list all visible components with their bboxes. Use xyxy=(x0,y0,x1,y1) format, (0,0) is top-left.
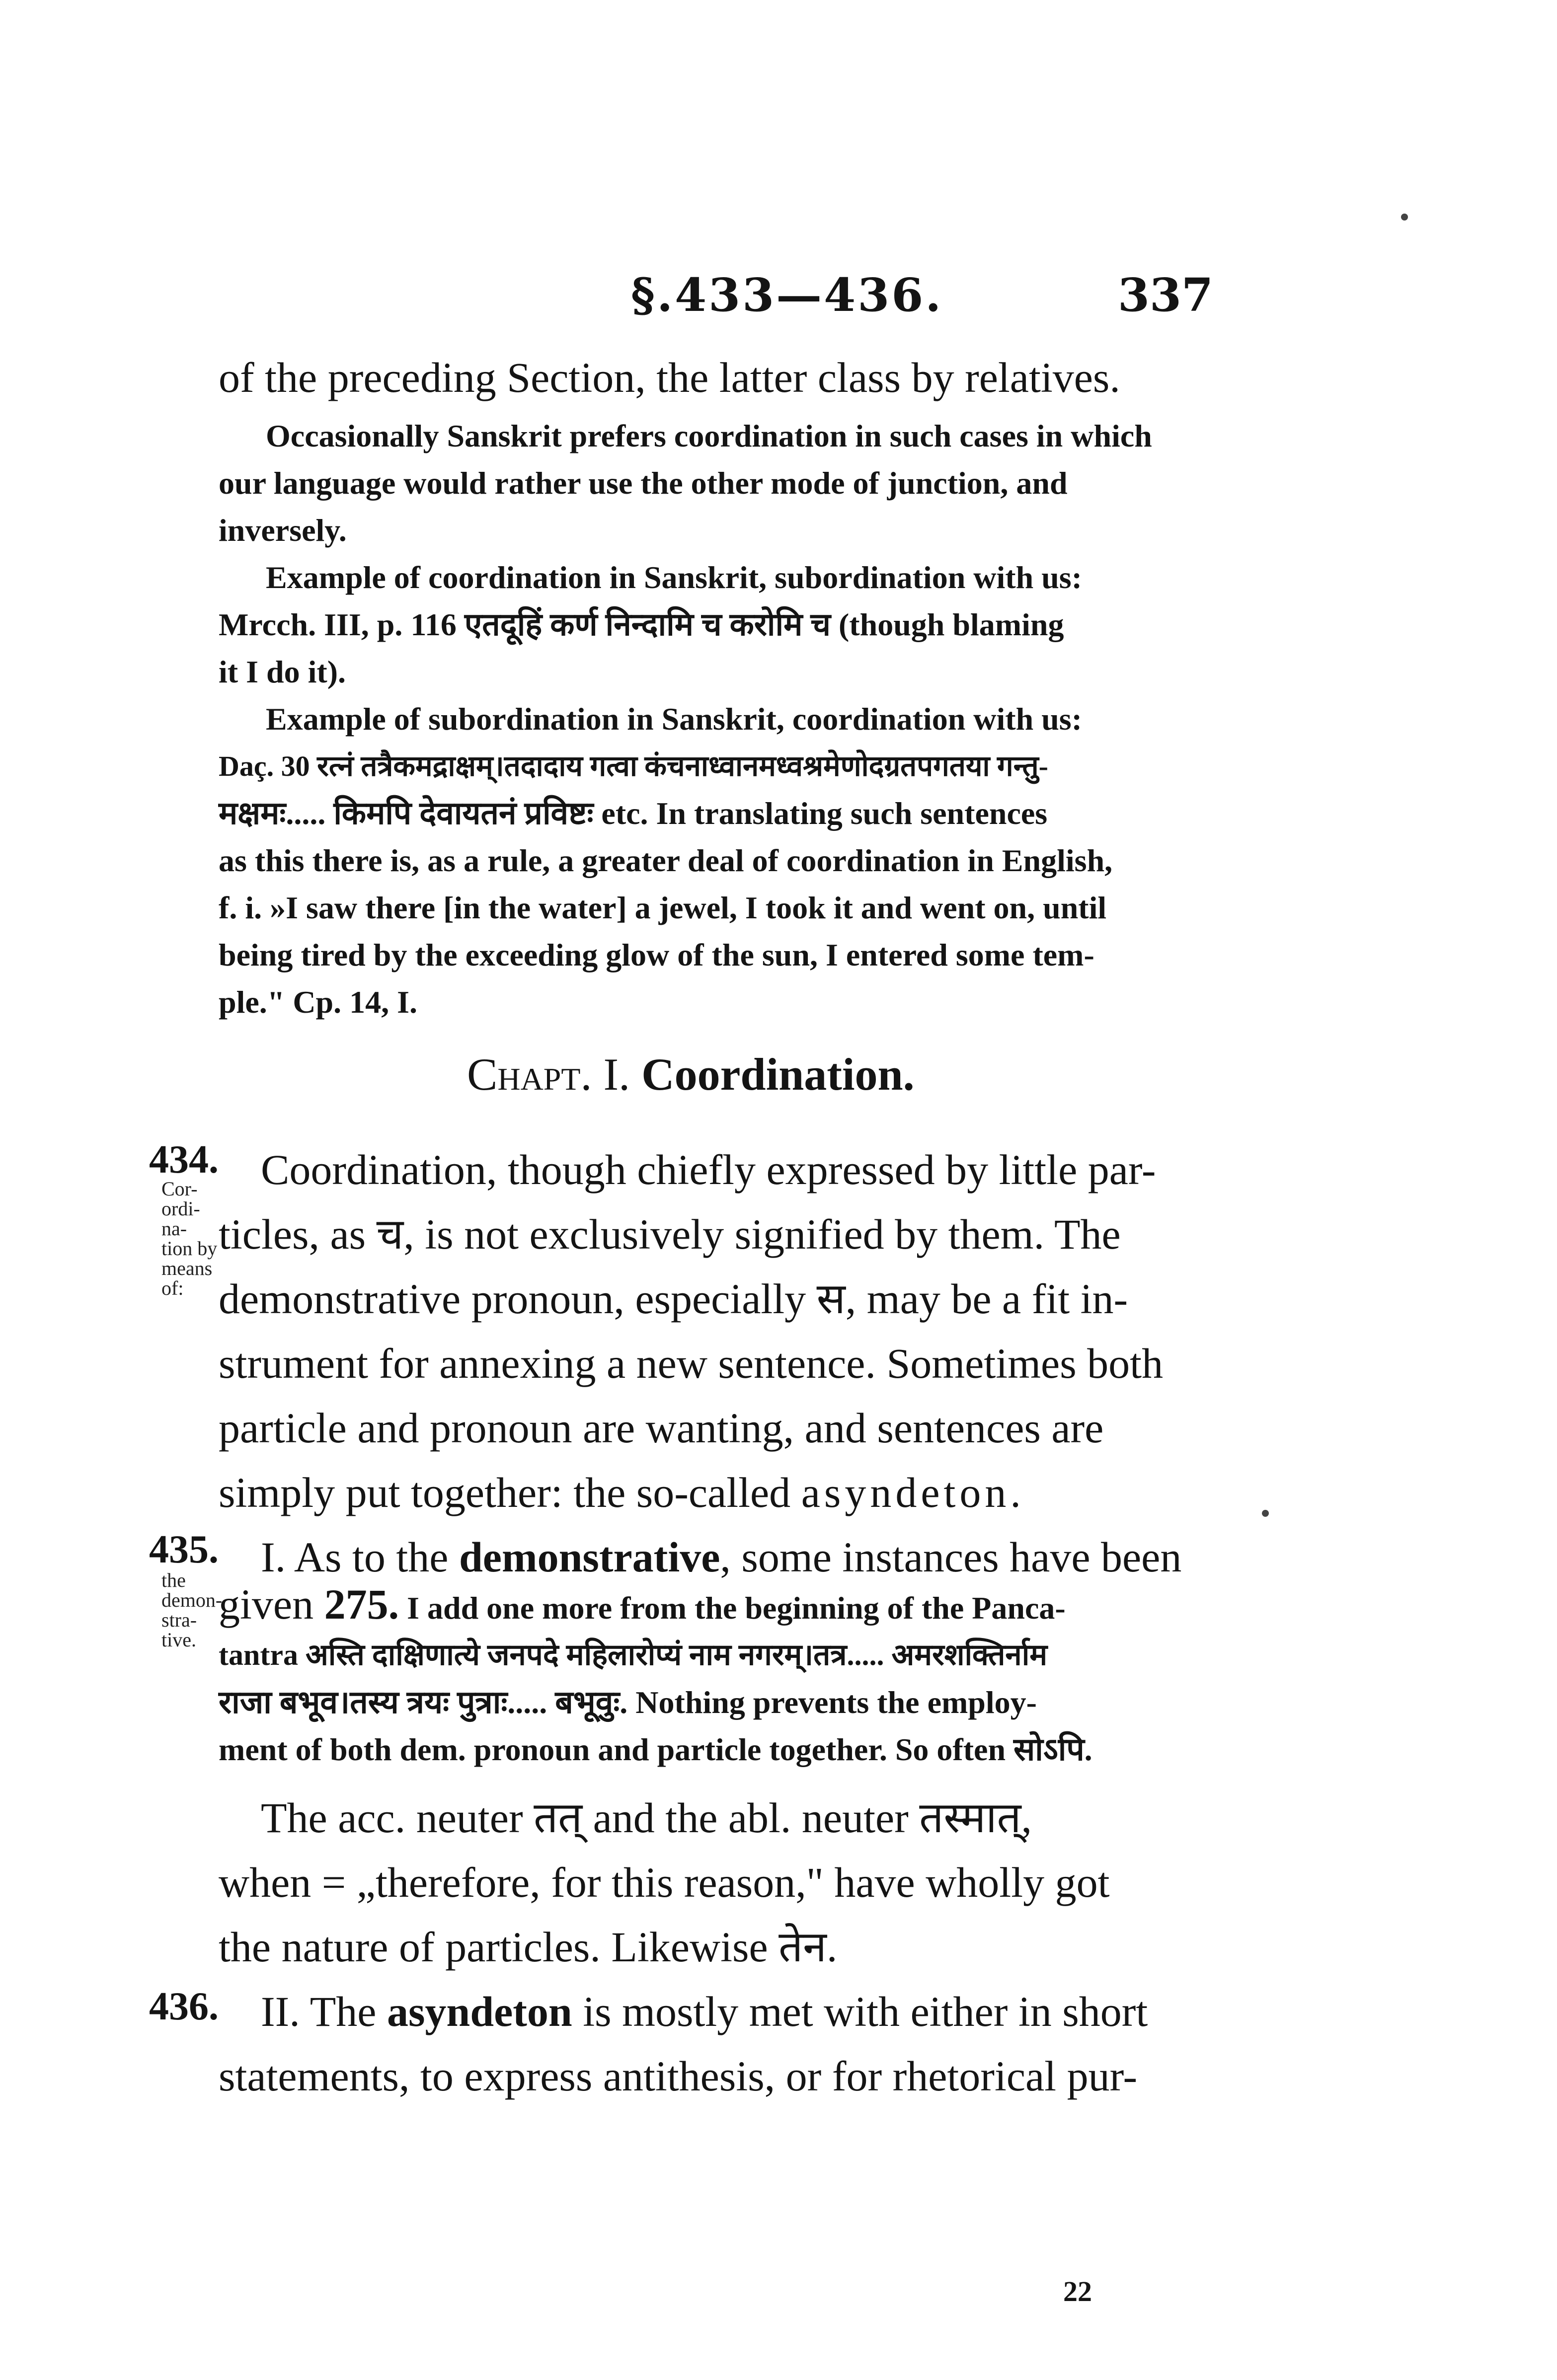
chapter-title: Coordination. xyxy=(641,1049,915,1100)
text-line: when = „therefore, for this reason," have wholly got xyxy=(219,1859,1110,1906)
margin-note-line: the xyxy=(161,1569,186,1591)
text-line: Coordination, though chiefly expressed by little par- xyxy=(261,1146,1156,1193)
section-reference: §.433—436. xyxy=(631,268,943,322)
term-asyndeton-bold: asyndeton xyxy=(387,1988,572,2035)
text-fragment: given xyxy=(219,1580,324,1628)
intro-continuation-line: of the preceding Section, the latter class by relatives. xyxy=(219,354,1120,401)
margin-note-line: na- xyxy=(161,1217,187,1240)
text-line: Daç. 30 रत्नं तत्रैकमद्राक्षम्।तदादाय गत्वा कंचनाध्वानमध्वश्रमेणोदग्रतपगतया गन्तु- xyxy=(219,750,1048,782)
text-line: as this there is, as a rule, a greater deal of coordination in English, xyxy=(219,843,1113,878)
signature-mark: 22 xyxy=(1063,2275,1092,2307)
chapter-prefix: Chapt. xyxy=(467,1049,592,1100)
text-line xyxy=(261,1982,1148,2041)
text-line: ple." Cp. 14, I. xyxy=(219,984,418,1020)
text-line: Occasionally Sanskrit prefers coordination in such cases in which xyxy=(266,418,1152,453)
text-line: inversely. xyxy=(219,513,347,548)
text-line: Example of subordination in Sanskrit, coordination with us: xyxy=(266,701,1082,737)
running-header xyxy=(0,268,1557,328)
margin-note-line: means xyxy=(161,1257,213,1279)
paragraph-reference: 275. xyxy=(324,1580,399,1628)
text-fragment: is mostly met with either in short xyxy=(572,1988,1148,2035)
page-number: 337 xyxy=(1118,268,1214,322)
margin-note-line: tion by xyxy=(161,1237,218,1260)
term-demonstrative: demonstrative xyxy=(459,1533,720,1581)
text-line: particle and pronoun are wanting, and sentences are xyxy=(219,1404,1104,1452)
margin-note-line: of: xyxy=(161,1277,184,1299)
text-line xyxy=(219,1463,1025,1522)
text-line: Mrcch. III, p. 116 एतदूहिं कर्ण निन्दामि च करोमि च (though blaming xyxy=(219,607,1064,642)
text-fragment: I. As to the xyxy=(261,1533,459,1581)
text-line: demonstrative pronoun, especially स, may be a fit in- xyxy=(219,1275,1128,1323)
text-line: f. i. »I saw there [in the water] a jewel, I took it and went on, until xyxy=(219,890,1107,925)
margin-note-line: ordi- xyxy=(161,1197,200,1220)
margin-note-line: demon- xyxy=(161,1589,223,1611)
text-line: the nature of particles. Likewise तेन. xyxy=(219,1923,838,1971)
chapter-number: I. xyxy=(603,1049,630,1100)
text-line: ment of both dem. pronoun and particle together. So often सोऽपि. xyxy=(219,1732,1092,1767)
text-line: it I do it). xyxy=(219,654,346,689)
margin-note-line: tive. xyxy=(161,1629,196,1651)
ink-speck xyxy=(1401,214,1408,221)
text-fragment: I add one more from the beginning of the Panca- xyxy=(399,1590,1066,1626)
section-number-435: 435. xyxy=(149,1528,219,1571)
text-fragment: simply put together: the so-called xyxy=(219,1469,801,1516)
text-line xyxy=(261,1527,1181,1587)
margin-note-line: Cor- xyxy=(161,1178,198,1200)
text-line: strument for annexing a new sentence. Sometimes both xyxy=(219,1339,1164,1387)
section-number-436: 436. xyxy=(149,1985,219,2028)
text-line xyxy=(219,1579,1066,1629)
term-asyndeton: asyndeton. xyxy=(801,1469,1025,1516)
margin-note-line: stra- xyxy=(161,1609,197,1631)
text-line: our language would rather use the other mode of junction, and xyxy=(219,465,1068,501)
text-line: Example of coordination in Sanskrit, subordination with us: xyxy=(266,560,1082,595)
chapter-heading xyxy=(467,1048,915,1101)
text-line: tantra अस्ति दाक्षिणात्ये जनपदे महिलारोप्यं नाम नगरम्।तत्र..... अमरशक्तिर्नाम xyxy=(219,1638,1048,1671)
text-line: The acc. neuter तत् and the abl. neuter तस्मात्, xyxy=(261,1794,1032,1842)
text-line: statements, to express antithesis, or for rhetorical pur- xyxy=(219,2052,1138,2100)
ink-speck xyxy=(1262,1510,1269,1517)
text-line: राजा बभूव।तस्य त्रयः पुत्राः..... बभूवुः. Nothing prevents the employ- xyxy=(219,1685,1037,1720)
text-line: मक्षमः..... किमपि देवायतनं प्रविष्टः etc. In translating such sentences xyxy=(219,796,1048,831)
text-line: ticles, as च, is not exclusively signified by them. The xyxy=(219,1210,1121,1258)
text-fragment: , some instances have been xyxy=(720,1533,1182,1581)
section-number-434: 434. xyxy=(149,1138,219,1182)
text-line: being tired by the exceeding glow of the sun, I entered some tem- xyxy=(219,937,1094,972)
text-fragment: II. The xyxy=(261,1988,387,2035)
